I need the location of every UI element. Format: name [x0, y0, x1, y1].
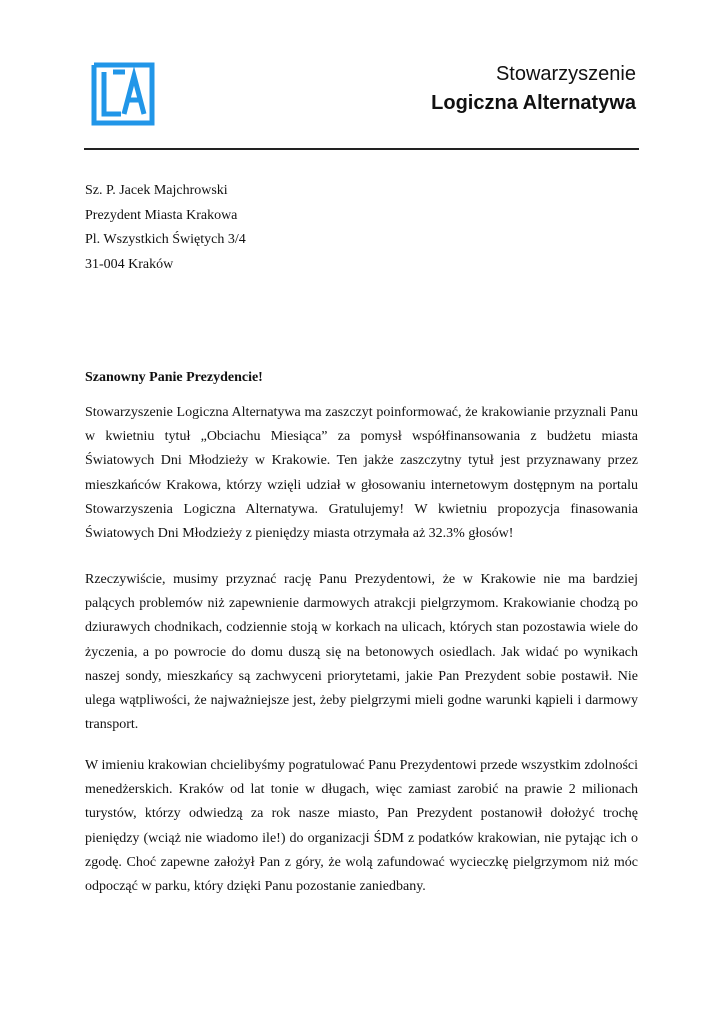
recipient-address: [85, 179, 246, 277]
letter-paragraph-3: W imieniu krakowian chcielibyśmy pogratulować Panu Prezydentowi przede wszystkim zdolności menedżerskich. Kraków od lat tonie w długach, więc zamiast zarobić na prawie 2 milionach turystów, którzy odwiedzą za rok nasze miasto, Pan Prezydent postanowił dołożyć trochę pieniędzy (wciąż nie wiadomo ile!) do organizacji ŚDM z podatków krakowian, nie pytając ich o zgodę. Choć zapewne założył Pan z góry, że wolą zafundować wycieczkę pielgrzymom niż móc odpocząć w parku, który dzięki Panu pozostanie zaniedbany.: [85, 758, 638, 895]
letter-salutation: Szanowny Panie Prezydencie!: [85, 370, 263, 385]
recipient-city: 31-004 Kraków: [85, 256, 174, 272]
letter-paragraph-1: Stowarzyszenie Logiczna Alternatywa ma zaszczyt poinformować, że krakowianie przyznali Panu w kwietniu tytuł „Obciachu Miesiąca” za pomysł współfinansowania z budżetu miasta Światowych Dni Młodzieży w Krakowie. Ten jakże zaszczytny tytuł jest przyznawany przez mieszkańców Krakowa, którzy wzięli udział w głosowaniu internetowym dostępnym na portalu Stowarzyszenia Logiczna Alternatywa. Gratulujemy! W kwietniu propozycja finasowania Światowych Dni Młodzieży z pieniędzy miasta otrzymała aż 32.3% głosów!: [85, 405, 638, 542]
header-divider: [84, 148, 639, 150]
recipient-name: Sz. P. Jacek Majchrowski: [85, 183, 228, 198]
org-name-line2: Logiczna Alternatywa: [431, 92, 636, 114]
org-name-line1: Stowarzyszenie: [495, 63, 636, 85]
la-logo-icon: [91, 62, 155, 126]
recipient-street: Pl. Wszystkich Świętych 3/4: [85, 232, 246, 247]
letter-paragraph-2: Rzeczywiście, musimy przyznać rację Panu Prezydentowi, że w Krakowie nie ma bardziej palących problemów niż zapewnienie darmowych atrakcji pielgrzymom. Krakowianie chodzą po dziurawych chodnikach, codziennie stoją w korkach na ulicach, których stan pozostawia wiele do życzenia, a po powrocie do domu duszą się na betonowych osiedlach. Jak widać po wynikach naszej sondy, mieszkańcy są zachwyceni priorytetami, jakie Pan Prezydent sobie postawił. Nie ulega wątpliwości, że najważniejsze jest, żeby pielgrzymi mieli godne warunki kąpieli i darmowy transport.: [85, 572, 638, 733]
organization-name: [431, 60, 636, 118]
recipient-title: Prezydent Miasta Krakowa: [85, 207, 238, 223]
